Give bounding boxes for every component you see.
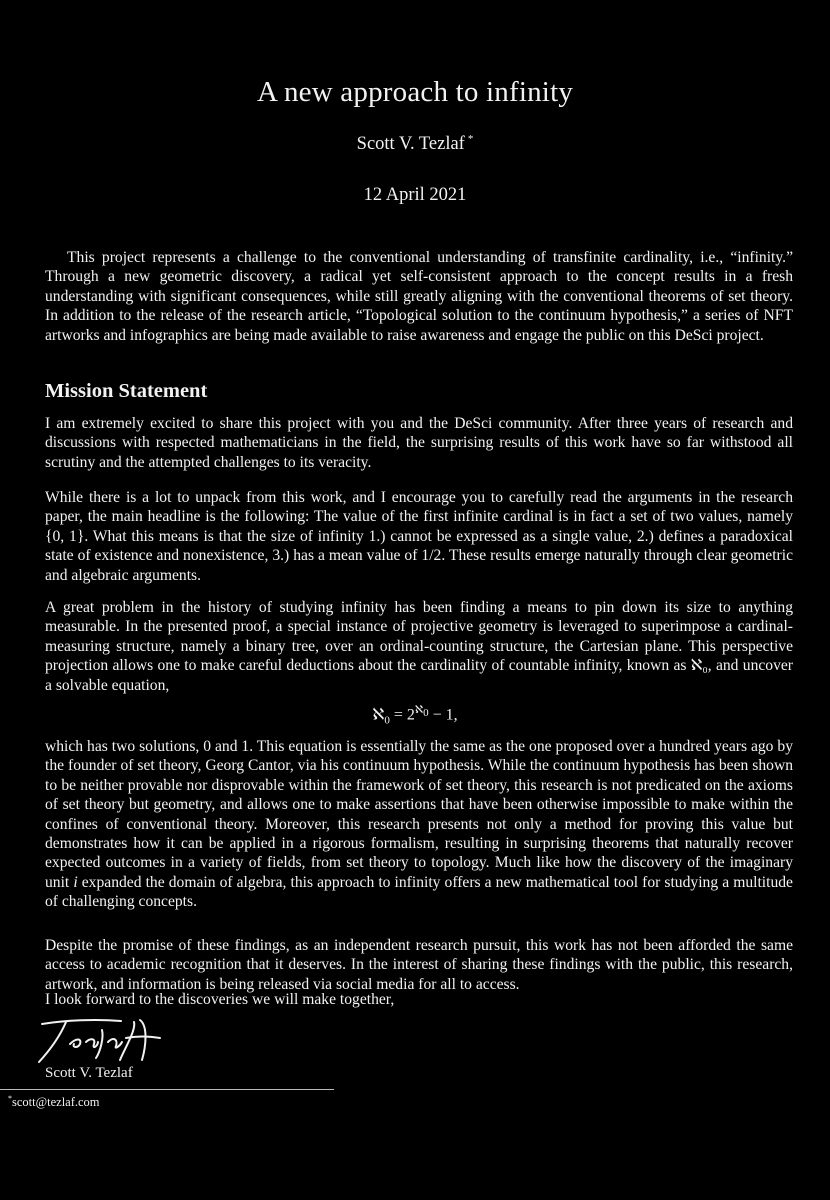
author-line <box>0 133 830 155</box>
body-paragraph-2: While there is a lot to unpack from this work, and I encourage you to carefully read the arguments in the research paper, the main headline is the following: The value of the first infinite cardinal is in fact a set of two values, namely {0, 1}. What this means is that the size of infinity 1.) cannot be expressed as a single value, 2.) defines a paradoxical state of existence and nonexistence, 3.) has a mean value of 1/2. These results emerge naturally through clear geometric and algebraic arguments. <box>45 489 793 584</box>
body-paragraph-3: A great problem in the history of studying infinity has been finding a means to pin down its size to anything measurable. In the presented proof, a special instance of projective geometry is leveraged to superimpose a cardinal-measuring structure, namely a binary tree, over an ordinal-counting structure, the Cartesian plane. This perspective projection allows one to make careful deductions about the cardinality of countable infinity, known as ℵ₀, and uncover a solvable equation, <box>45 599 793 694</box>
equation-exponent-subscript: 0 <box>423 707 429 720</box>
body-paragraph-1: I am extremely excited to share this project with you and the DeSci community. After three years of research and discussions with respected mathematicians in the field, the surprising results of this work have so far withstood all scrutiny and the attempted challenges to its veracity. <box>45 415 793 471</box>
document-title: A new approach to infinity <box>256 76 574 108</box>
footnote <box>8 1094 100 1110</box>
equation-lhs-aleph: ℵ <box>372 706 385 724</box>
footnote-email: scott@tezlaf.com <box>12 1095 100 1110</box>
document-date: 12 April 2021 <box>363 185 467 205</box>
abstract-paragraph: This project represents a challenge to the conventional understanding of transfinite cardinality, i.e., “infinity.” Through a new geometric discovery, a radical yet self-consistent approach to the concept results in a fresh understanding with significant consequences, while still greatly aligning with the conventional theorems of set theory. In addition to the release of the research article, “Topological solution to the continuum hypothesis,” a series of NFT artworks and infographics are being made available to raise awareness and engage the public on this DeSci project. <box>45 249 793 344</box>
closing-line: I look forward to the discoveries we will make together, <box>45 991 395 1008</box>
footnote-divider <box>0 1089 334 1090</box>
author-footnote-marker: * <box>467 133 474 145</box>
equation-tail: − 1, <box>432 706 458 724</box>
body-paragraph-4 <box>45 737 793 912</box>
equation-lhs-subscript: 0 <box>384 714 390 727</box>
equation-base: 2 <box>406 706 415 724</box>
equation-exponent-aleph: ℵ <box>414 704 424 716</box>
equation-equals: = <box>393 706 403 724</box>
section-heading: Mission Statement <box>45 380 208 402</box>
footnote-marker: * <box>8 1094 12 1103</box>
aleph-equation <box>0 703 830 727</box>
paragraph-4-start: which has two solutions, 0 and 1. This equation is essentially the same as the one proposed over a hundred years ago by the founder of set theory, Georg Cantor, via his continuum hypothesis. While the continuum hypothesis has been shown to be neither provable nor disprovable within the framework of set theory, this research is not predicated on the axioms of set theory but geometry, and allows one to make assertions that have been otherwise impossible to make within the confines of conventional theory. Moreover, this research presents not only a method for proving this value but demonstrates how it can be applied in a rigorous formalism, resulting in surprising theorems that naturally recover expected outcomes in a variety of fields, from set theory to topology. Much like how the discovery of the imaginary unit <box>45 738 793 891</box>
signature-name: Scott V. Tezlaf <box>45 1065 133 1081</box>
paragraph-4-end: expanded the domain of algebra, this approach to infinity offers a new mathematical tool for studying a multitude of challenging concepts. <box>45 873 793 911</box>
handwritten-signature <box>36 1016 168 1068</box>
body-paragraph-5: Despite the promise of these findings, as an independent research pursuit, this work has not been afforded the same access to academic recognition that it deserves. In the interest of sharing these findings with the public, this research, artwork, and information is being released via social media for all to access. <box>45 937 793 993</box>
equation-exponent <box>414 704 429 720</box>
author-name: Scott V. Tezlaf <box>356 134 465 155</box>
imaginary-unit-variable: i <box>73 873 78 891</box>
